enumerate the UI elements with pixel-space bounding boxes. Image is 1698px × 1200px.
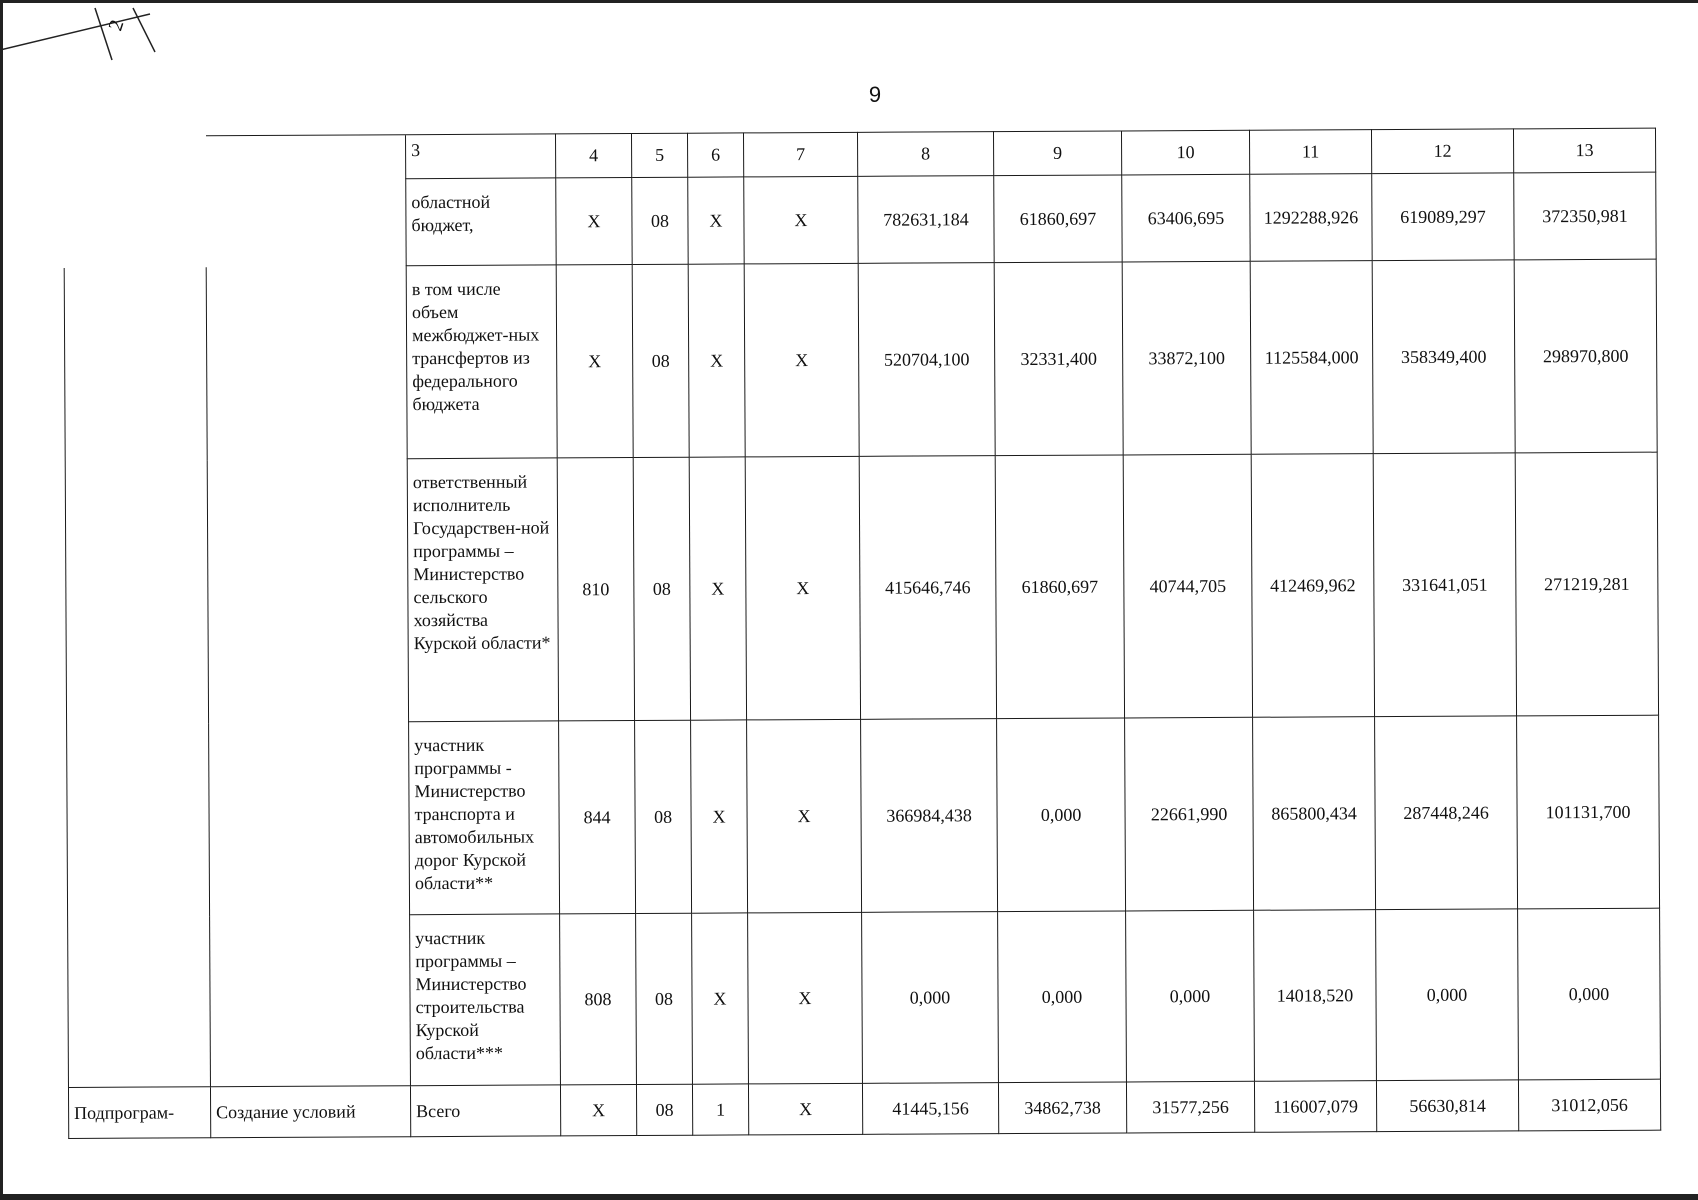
cell: Х [747, 719, 862, 913]
cell: 808 [560, 914, 637, 1085]
continued-col-1 [64, 267, 210, 1088]
row-label: участник программы – Министерство строительства Курской области*** [410, 914, 561, 1086]
header-col-5: 5 [631, 133, 687, 177]
cell: 32331,400 [994, 262, 1123, 456]
cell: 08 [636, 913, 693, 1084]
cell: 366984,438 [861, 719, 998, 913]
cell: 619089,297 [1372, 173, 1514, 261]
header-blank-1 [64, 136, 206, 181]
cell: 298970,800 [1514, 259, 1657, 453]
scan-edge-left [0, 0, 3, 1200]
cell: Х [688, 264, 745, 457]
cell: 08 [632, 177, 688, 264]
scan-edge-bottom [0, 1194, 1698, 1200]
corner-mark-number: 2 [104, 17, 129, 34]
cell: 08 [635, 720, 692, 913]
cell: Х [748, 912, 863, 1084]
header-col-4: 4 [555, 134, 631, 178]
blank-cell [206, 179, 406, 267]
cell: 0,000 [997, 718, 1126, 912]
corner-stamp-lines [0, 0, 170, 70]
cell: 63406,695 [1122, 174, 1250, 262]
header-col-6: 6 [687, 133, 743, 177]
cell: 40744,705 [1123, 454, 1252, 718]
blank-cell [64, 180, 206, 268]
header-col-7: 7 [743, 132, 857, 177]
scan-edge-top [0, 0, 1698, 3]
page-number: 9 [868, 82, 882, 107]
budget-table [63, 128, 1661, 1139]
cell: Х [744, 263, 859, 457]
cell: 0,000 [998, 911, 1127, 1083]
subprogram-title: Создание условий [210, 1086, 410, 1138]
cell: 08 [632, 264, 689, 457]
cell: Х [748, 1083, 862, 1135]
subprogram-label: Подпрограм- [68, 1087, 210, 1139]
header-col-11: 11 [1249, 130, 1371, 175]
cell: 116007,079 [1254, 1081, 1376, 1133]
cell: 358349,400 [1372, 260, 1515, 454]
cell: 520704,100 [858, 263, 995, 457]
budget-table-wrapper [63, 128, 1661, 1139]
cell: 844 [559, 721, 636, 914]
cell: 271219,281 [1515, 452, 1658, 716]
cell: Х [745, 456, 860, 720]
cell: 41445,156 [862, 1083, 998, 1135]
cell: 415646,746 [859, 456, 996, 720]
cell: 865800,434 [1253, 717, 1376, 911]
cell: Х [691, 720, 748, 913]
row-label: в том числе объем межбюджет-ных трансфертов из федерального бюджета [406, 265, 557, 459]
cell: Х [689, 457, 746, 720]
header-col-9: 9 [993, 131, 1121, 176]
cell: 33872,100 [1122, 261, 1251, 455]
cell: Х [692, 913, 749, 1084]
cell: 0,000 [862, 912, 999, 1084]
header-col-13: 13 [1513, 128, 1655, 173]
table-row [64, 172, 1656, 267]
cell: 101131,700 [1517, 715, 1660, 909]
cell: 331641,051 [1373, 453, 1516, 717]
header-col-12: 12 [1371, 129, 1513, 174]
cell: 1292288,926 [1250, 174, 1372, 262]
cell: Х [556, 178, 632, 265]
cell: Х [560, 1085, 636, 1136]
cell: 1 [692, 1084, 748, 1135]
cell: 287448,246 [1375, 716, 1518, 910]
cell: 412469,962 [1251, 454, 1374, 718]
cell: 34862,738 [998, 1082, 1126, 1134]
cell: 31577,256 [1126, 1081, 1254, 1133]
cell: 22661,990 [1125, 717, 1254, 911]
header-blank-2 [206, 135, 406, 180]
header-col-8: 8 [857, 132, 993, 177]
cell: 14018,520 [1254, 910, 1377, 1082]
continued-col-2 [206, 266, 410, 1087]
cell: 0,000 [1518, 908, 1661, 1080]
table-row [64, 259, 1657, 460]
row-label: областной бюджет, [406, 178, 556, 266]
cell: Х [744, 176, 858, 264]
cell: 1125584,000 [1250, 261, 1373, 455]
row-label: Всего [410, 1085, 560, 1137]
cell: 31012,056 [1518, 1079, 1660, 1131]
cell: 372350,981 [1514, 172, 1656, 260]
cell: 0,000 [1376, 909, 1519, 1081]
cell: 61860,697 [994, 175, 1122, 263]
header-col-10: 10 [1121, 130, 1249, 175]
row-label: ответственный исполнитель Государствен-ной программы – Министерство сельского хозяйства Курской области* [407, 458, 558, 722]
cell: 810 [557, 458, 634, 721]
cell: 61860,697 [995, 455, 1124, 719]
cell: 08 [636, 1084, 692, 1135]
cell: 56630,814 [1376, 1080, 1518, 1132]
cell: Х [688, 177, 744, 264]
row-label: участник программы - Министерство транспорта и автомобильных дорог Курской области** [409, 721, 560, 915]
cell: Х [556, 265, 633, 458]
table-row-total [68, 1079, 1660, 1138]
cell: 0,000 [1126, 910, 1255, 1082]
cell: 08 [633, 457, 690, 720]
header-col-3: 3 [405, 134, 555, 179]
cell: 782631,184 [858, 176, 994, 264]
